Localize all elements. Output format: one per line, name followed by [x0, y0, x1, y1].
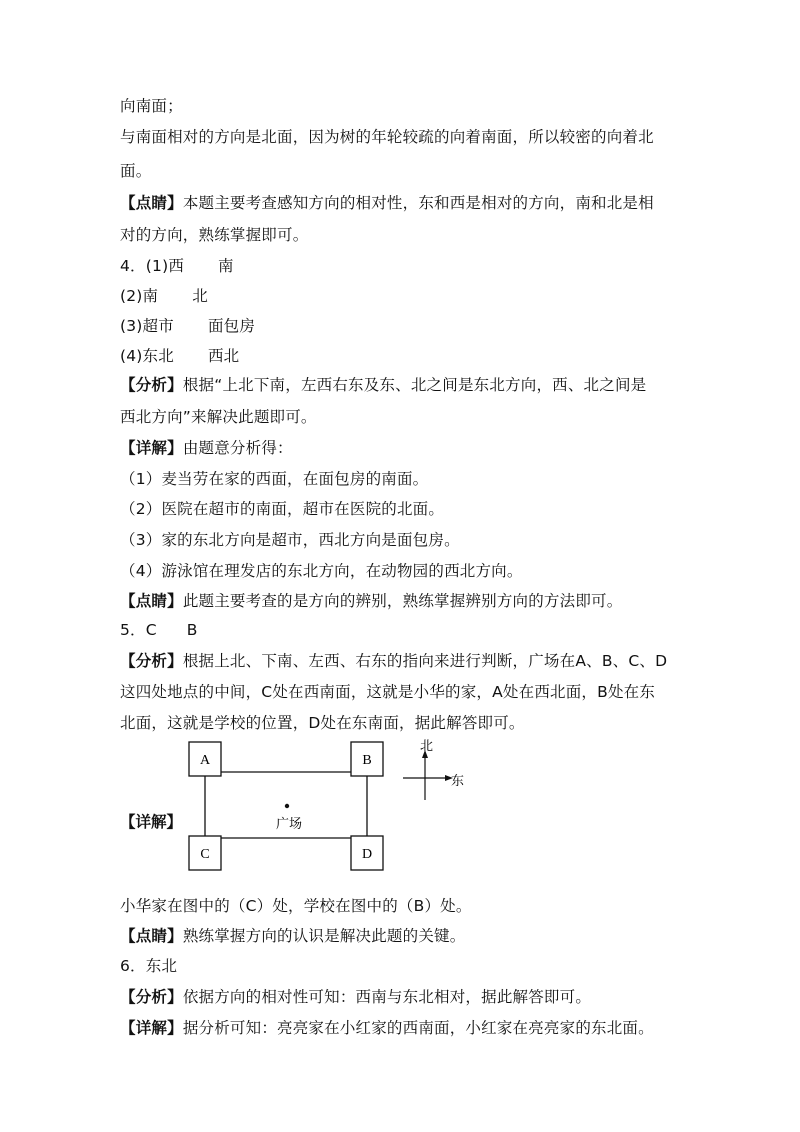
text-line: 面。: [120, 162, 152, 180]
answer-line: (2)南 北: [120, 287, 208, 305]
answer-line: 4．(1)西 南: [120, 257, 234, 275]
text-line: 【分析】根据上北、下南、左西、右东的指向来进行判断，广场在A、B、C、D: [120, 652, 668, 670]
answer-line: (4)东北 西北: [120, 347, 240, 365]
answer-line: (3)超市 面包房: [120, 317, 256, 335]
text-line: 西北方向”来解决此题即可。: [120, 408, 317, 426]
label-c: C: [200, 847, 210, 862]
text-line: 与南面相对的方向是北面，因为树的年轮较疏的向着南面，所以较密的向着北: [120, 128, 654, 146]
text-line: 【详解】由题意分析得：: [120, 439, 293, 457]
text-line: 【分析】根据“上北下南，左西右东及东、北之间是东北方向，西、北之间是: [120, 376, 647, 394]
label-a: A: [199, 753, 211, 768]
text-line: （2）医院在超市的南面，超市在医院的北面。: [120, 500, 445, 518]
text-line: 【点睛】本题主要考查感知方向的相对性，东和西是相对的方向，南和北是相: [120, 194, 654, 212]
text-line: 小华家在图中的（C）处，学校在图中的（B）处。: [120, 897, 472, 915]
text-line: 【点睛】此题主要考查的是方向的辨别，熟练掌握辨别方向的方法即可。: [120, 592, 623, 610]
answer-line: 5．C B: [120, 621, 198, 639]
text-line: （4）游泳馆在理发店的东北方向，在动物园的西北方向。: [120, 562, 523, 580]
text-line: 对的方向，熟练掌握即可。: [120, 226, 309, 244]
label-b: B: [362, 753, 372, 768]
text-line: 这四处地点的中间，C处在西南面，这就是小华的家，A处在西北面，B处在东: [120, 683, 656, 701]
text-line: 【分析】依据方向的相对性可知：西南与东北相对，据此解答即可。: [120, 988, 592, 1006]
east-label: 东: [451, 774, 465, 789]
text-line: （3）家的东北方向是超市，西北方向是面包房。: [120, 531, 460, 549]
text-line: 向南面；: [120, 97, 183, 115]
square-label: 广场: [275, 817, 303, 832]
square-point: [285, 804, 289, 808]
direction-diagram: [185, 738, 485, 874]
text-line: 【点睛】熟练掌握方向的认识是解决此题的关键。: [120, 927, 466, 945]
label-d: D: [361, 847, 373, 862]
text-line: 【详解】据分析可知：亮亮家在小红家的西南面，小红家在亮亮家的东北面。: [120, 1019, 654, 1037]
text-line: （1）麦当劳在家的西面，在面包房的南面。: [120, 470, 429, 488]
text-line: 北面，这就是学校的位置，D处在东南面，据此解答即可。: [120, 714, 525, 732]
answer-line: 6．东北: [120, 957, 178, 975]
north-label: 北: [420, 739, 434, 754]
figure-label: 【详解】: [120, 813, 183, 831]
diagram-svg: [185, 738, 485, 874]
